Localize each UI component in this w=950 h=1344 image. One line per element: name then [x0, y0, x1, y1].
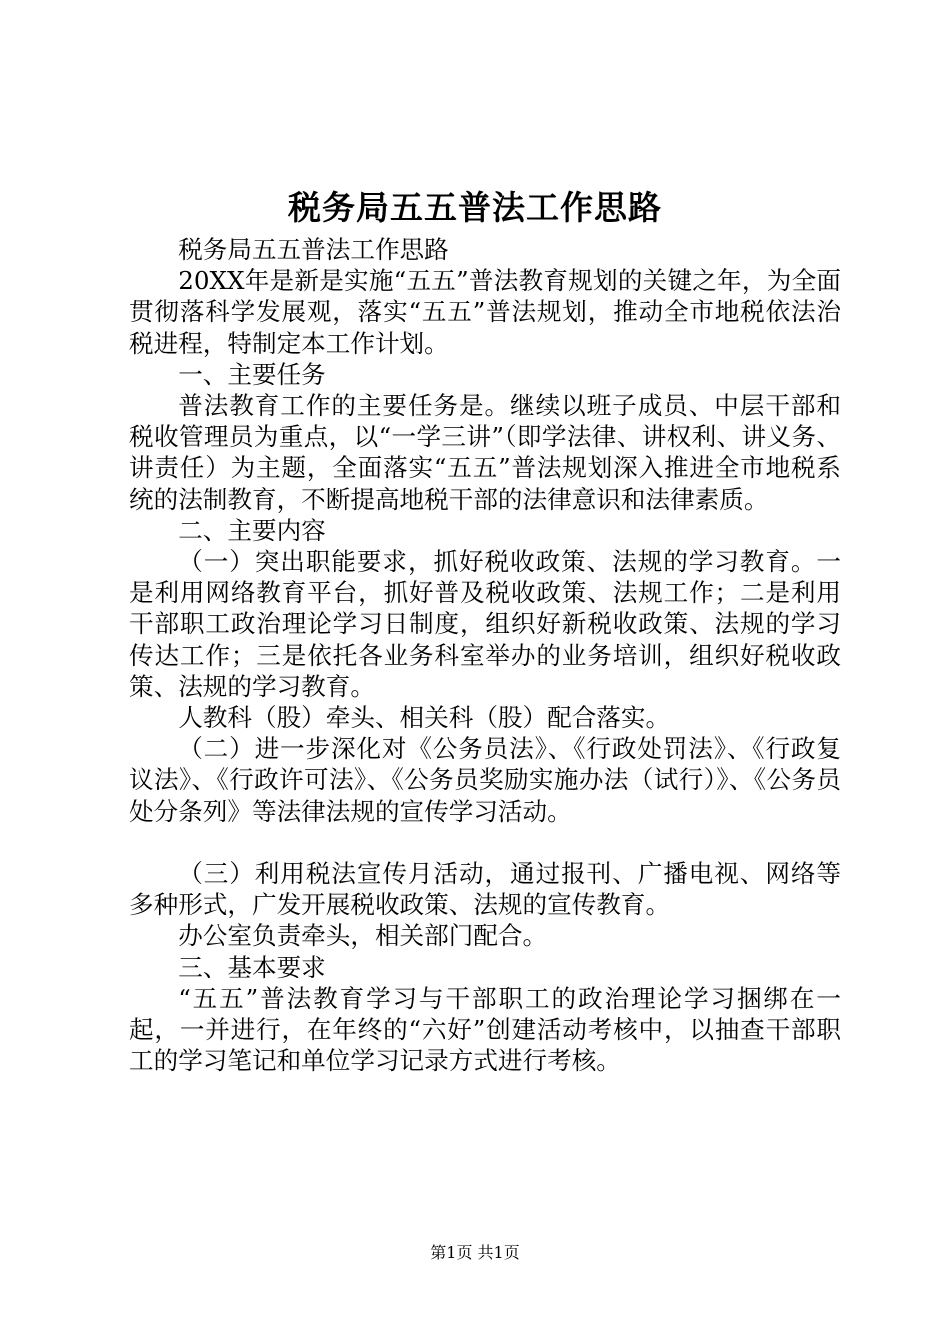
page-number-footer: 第1页 共1页: [430, 1243, 520, 1262]
heading-basic-requirements: 三、基本要求: [178, 952, 326, 982]
paragraph-content-item-3: （三）利用税法宣传月活动，通过报刊、广播电视、网络等多种形式，广发开展税收政策、法规的宣传教育。: [129, 859, 841, 920]
paragraph-content-item-1: （一）突出职能要求，抓好税收政策、法规的学习教育。一是利用网络教育平台，抓好普及税收政策、法规工作；二是利用干部职工政治理论学习日制度，组织好新税收政策、法规的学习传达工作；三是依托各业务科室举办的业务培训，组织好税收政策、法规的学习教育。: [129, 547, 841, 701]
blank-line: [129, 827, 841, 858]
paragraph-item-3-responsibility: 办公室负责牵头，相关部门配合。: [178, 921, 548, 951]
document-body: [129, 234, 841, 1076]
paragraph-doc-title: 税务局五五普法工作思路: [178, 235, 449, 264]
paragraph-intro: 20XX年是新是实施“五五”普法教育规划的关键之年，为全面贯彻落科学发展观，落实“五五”普法规划，推动全市地税依法治税进程，特制定本工作计划。: [129, 266, 841, 358]
paragraph-item-1-responsibility: 人教科（股）牵头、相关科（股）配合落实。: [178, 703, 671, 733]
paragraph-basic-requirements: “五五”普法教育学习与干部职工的政治理论学习捆绑在一起，一并进行，在年终的“六好”创建活动考核中，以抽查干部职工的学习笔记和单位学习记录方式进行考核。: [129, 983, 841, 1076]
paragraph-content-item-2: （二）进一步深化对《公务员法》、《行政处罚法》、《行政复议法》、《行政许可法》、《公务员奖励实施办法（试行）》、《公务员处分条列》等法律法规的宣传学习活动。: [129, 734, 841, 826]
heading-main-tasks: 一、主要任务: [178, 359, 326, 389]
paragraph-main-tasks: 普法教育工作的主要任务是。继续以班子成员、中层干部和税收管理员为重点，以“一学三讲”（即学法律、讲权利、讲义务、讲责任）为主题，全面落实“五五”普法规划深入推进全市地税系统的法制教育，不断提高地税干部的法律意识和法律素质。: [129, 391, 841, 514]
page-title: 税务局五五普法工作思路: [288, 188, 662, 227]
heading-main-content: 二、主要内容: [178, 515, 326, 545]
